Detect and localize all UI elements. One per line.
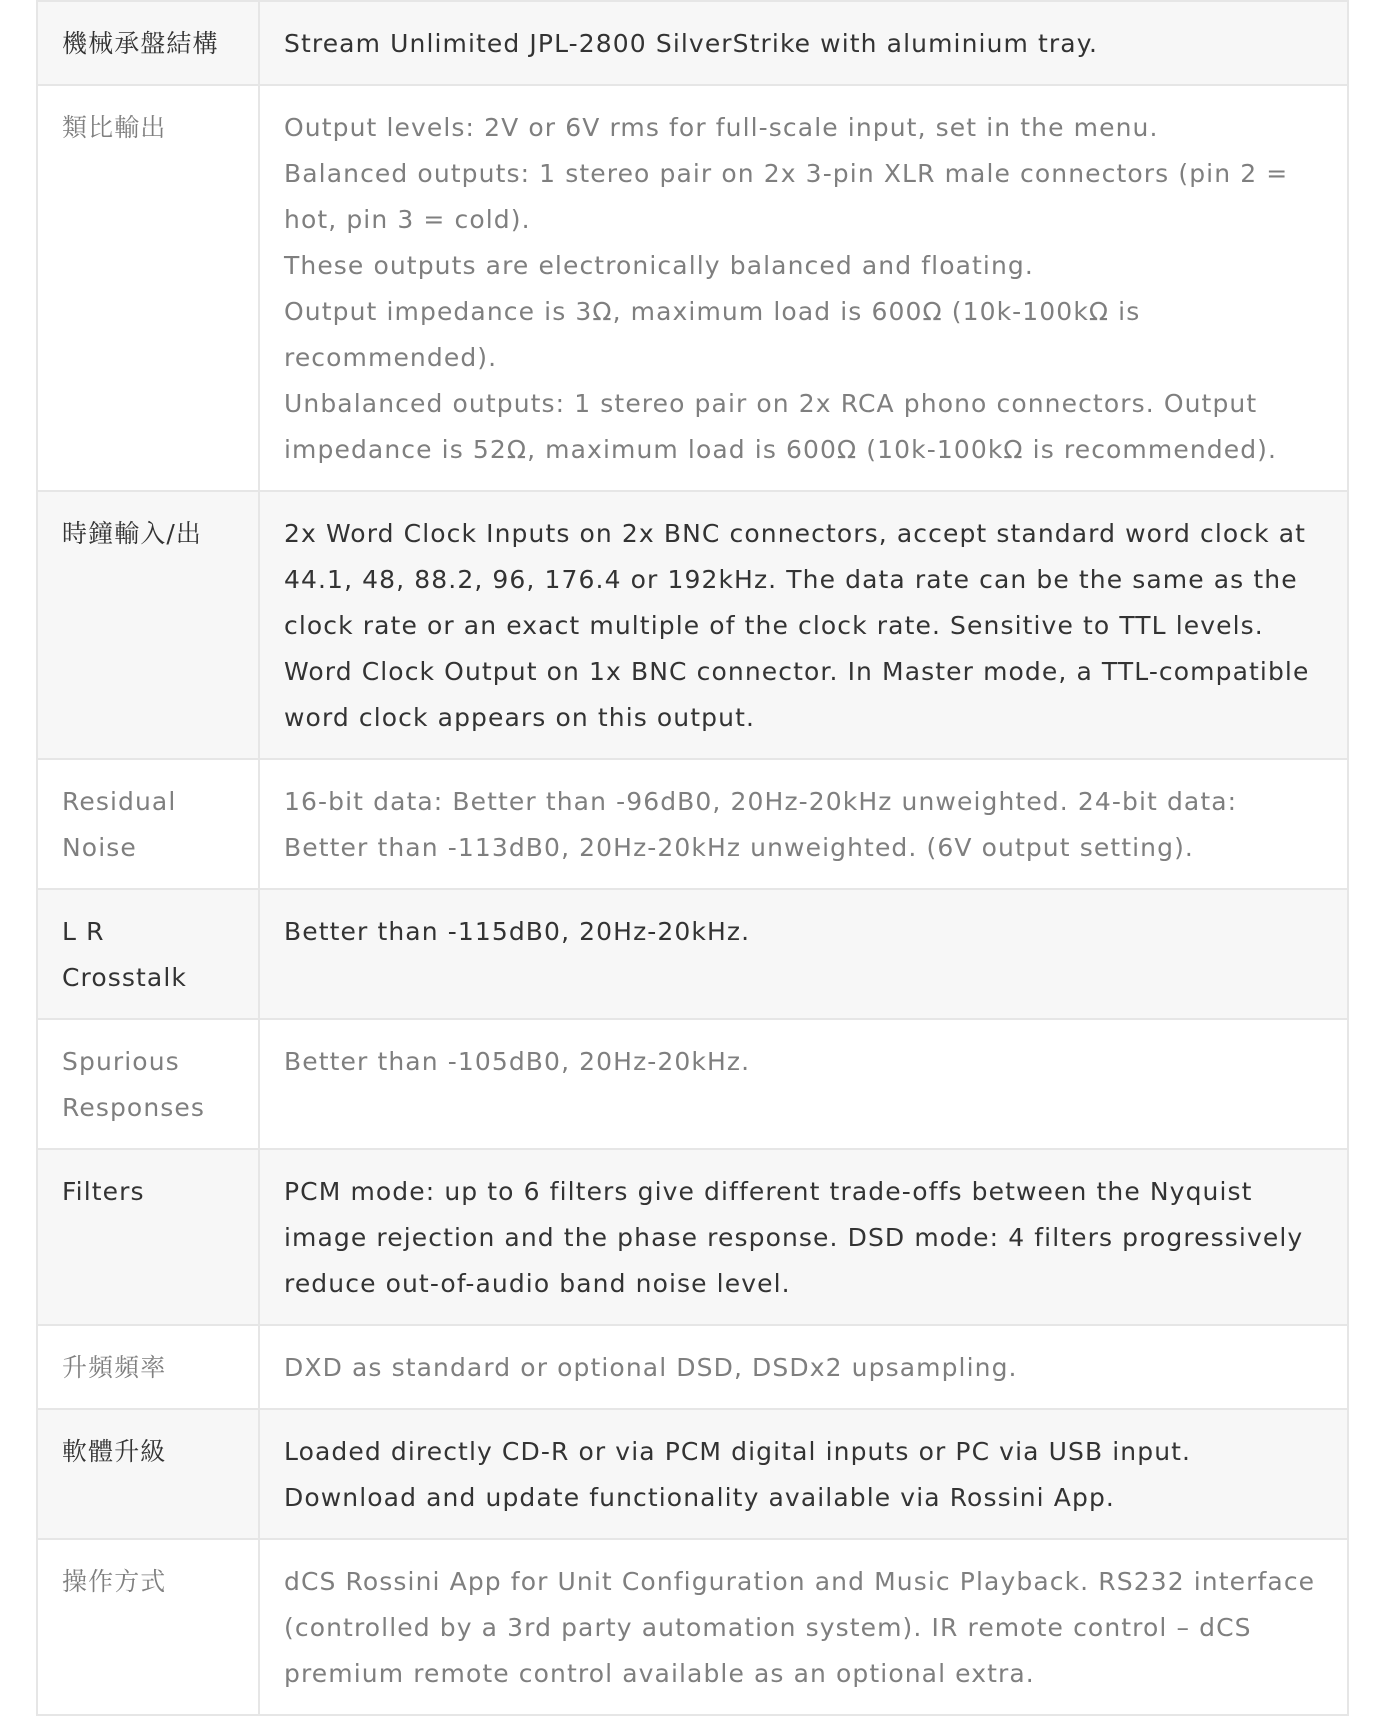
spec-value (259, 1539, 1348, 1715)
spec-value-line: Download and update functionality available via Rossini App. (284, 1483, 1115, 1512)
spec-value-line: dCS Rossini App for Unit Configuration and Music Playback. RS232 interface (controlled by a 3rd party automation system). IR remote control – dCS premium remote control available as an optional extra. (284, 1567, 1316, 1688)
spec-value-line: Output levels: 2V or 6V rms for full-scale input, set in the menu. (284, 113, 1159, 142)
specifications-table (36, 0, 1349, 1716)
spec-value (259, 491, 1348, 759)
spec-row-filters (37, 1149, 1348, 1325)
spec-label: 升頻頻率 (37, 1325, 259, 1409)
spec-value (259, 889, 1348, 1019)
spec-value (259, 1, 1348, 85)
spec-value-line: Loaded directly CD-R or via PCM digital inputs or PC via USB input. (284, 1437, 1192, 1466)
spec-row-residual-noise (37, 759, 1348, 889)
spec-value-line: Better than -115dB0, 20Hz-20kHz. (284, 917, 751, 946)
spec-row-clock-io (37, 491, 1348, 759)
spec-label: 操作方式 (37, 1539, 259, 1715)
spec-row-mechanism (37, 1, 1348, 85)
spec-value-line: 16-bit data: Better than -96dB0, 20Hz-20kHz unweighted. 24-bit data: Better than -113dB0, 20Hz-20kHz unweighted. (6V output setting). (284, 787, 1238, 862)
spec-label: L R Crosstalk (37, 889, 259, 1019)
spec-value-line: Unbalanced outputs: 1 stereo pair on 2x RCA phono connectors. Output impedance is 52Ω, maximum load is 600Ω (10k-100kΩ is recommended). (284, 389, 1278, 464)
spec-value-line: 2x Word Clock Inputs on 2x BNC connectors, accept standard word clock at 44.1, 48, 88.2, 96, 176.4 or 192kHz. The data rate can be the same as the clock rate or an exact multiple of the clock rate. Sensitive to TTL levels. (284, 519, 1307, 640)
spec-value-line: Output impedance is 3Ω, maximum load is 600Ω (10k-100kΩ is recommended). (284, 297, 1141, 372)
spec-label: Filters (37, 1149, 259, 1325)
spec-row-analogue-outputs (37, 85, 1348, 491)
spec-row-upsampling (37, 1325, 1348, 1409)
spec-value (259, 759, 1348, 889)
spec-value-line: PCM mode: up to 6 filters give different trade-offs between the Nyquist image rejection and the phase response. DSD mode: 4 filters progressively reduce out-of-audio band noise level. (284, 1177, 1304, 1298)
spec-label: 軟體升級 (37, 1409, 259, 1539)
spec-row-software-updates (37, 1409, 1348, 1539)
spec-value (259, 1149, 1348, 1325)
spec-value (259, 1325, 1348, 1409)
spec-row-crosstalk (37, 889, 1348, 1019)
spec-value-line: Better than -105dB0, 20Hz-20kHz. (284, 1047, 751, 1076)
spec-value-line: These outputs are electronically balanced and floating. (284, 251, 1034, 280)
spec-label: 類比輸出 (37, 85, 259, 491)
spec-value (259, 1409, 1348, 1539)
spec-value (259, 85, 1348, 491)
spec-value-line: DXD as standard or optional DSD, DSDx2 upsampling. (284, 1353, 1018, 1382)
spec-value-line: Stream Unlimited JPL-2800 SilverStrike with aluminium tray. (284, 29, 1099, 58)
spec-value-line: Word Clock Output on 1x BNC connector. In Master mode, a TTL-compatible word clock appears on this output. (284, 657, 1310, 732)
spec-value-line: Balanced outputs: 1 stereo pair on 2x 3-pin XLR male connectors (pin 2 = hot, pin 3 = cold). (284, 159, 1289, 234)
spec-label: 時鐘輸入/出 (37, 491, 259, 759)
spec-value (259, 1019, 1348, 1149)
spec-label: Residual Noise (37, 759, 259, 889)
spec-row-operation (37, 1539, 1348, 1715)
spec-row-spurious-responses (37, 1019, 1348, 1149)
spec-label: Spurious Responses (37, 1019, 259, 1149)
spec-label: 機械承盤結構 (37, 1, 259, 85)
